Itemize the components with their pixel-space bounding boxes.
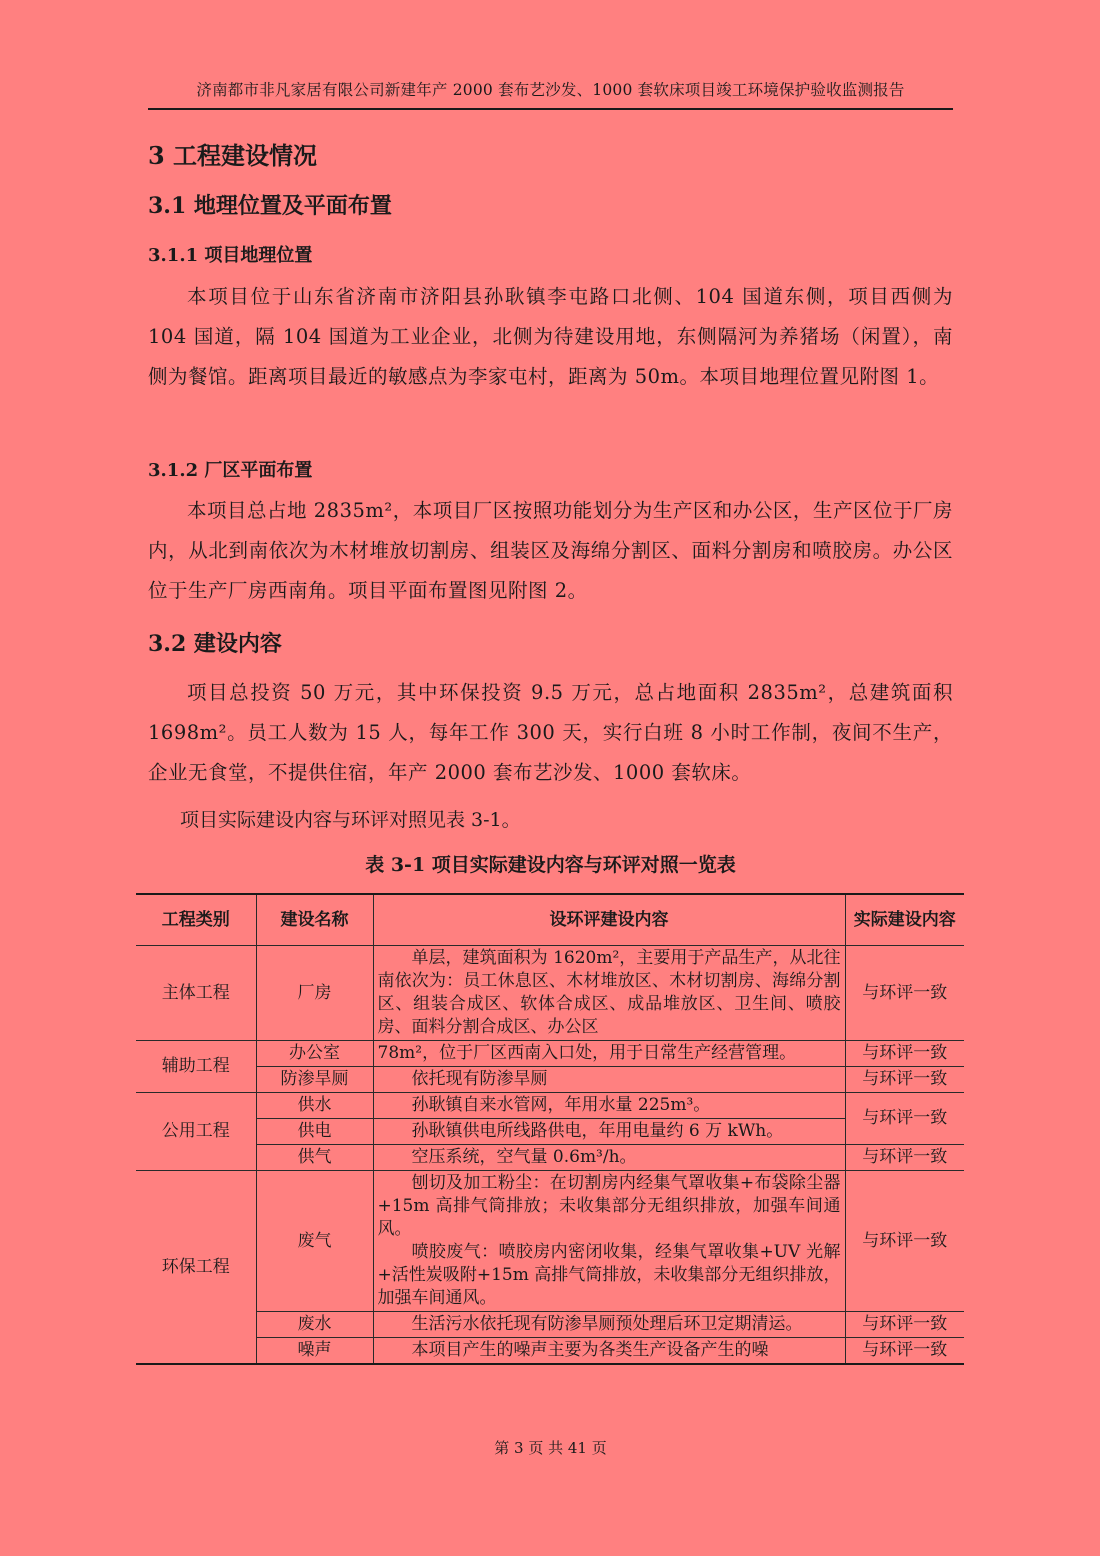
category-cell: 公用工程: [136, 1093, 256, 1171]
actual-cell: 与环评一致: [845, 1145, 964, 1171]
table-title: 表 3-1 项目实际建设内容与环评对照一览表: [365, 854, 736, 876]
page-header: 济南都市非凡家居有限公司新建年产 2000 套布艺沙发、1000 套软床项目竣工环境保护验收监测报告: [148, 78, 953, 110]
name-cell: 防渗旱厕: [256, 1067, 373, 1093]
comparison-table: [136, 893, 964, 1365]
table-row: [136, 1338, 964, 1365]
table-row: [136, 946, 964, 1041]
actual-cell: 与环评一致: [845, 1067, 964, 1093]
name-cell: 供电: [256, 1119, 373, 1145]
table-row: [136, 1145, 964, 1171]
name-cell: 供水: [256, 1093, 373, 1119]
table-row: [136, 1041, 964, 1067]
content-cell: 78m²，位于厂区西南入口处，用于日常生产经营管理。: [373, 1041, 845, 1067]
header-category: 工程类别: [136, 894, 256, 946]
category-cell: 辅助工程: [136, 1041, 256, 1093]
table-row: [136, 1119, 964, 1145]
content-paragraph: 项目总投资 50 万元，其中环保投资 9.5 万元，总占地面积 2835m²，总建筑面积 1698m²。员工人数为 15 人，每年工作 300 天，实行白班 8 小时工作制，夜间不生产，企业无食堂，不提供住宿，年产 2000 套布艺沙发、1000 套软床。: [148, 681, 953, 784]
name-cell: 厂房: [256, 946, 373, 1041]
content-cell-glue: 喷胶废气：喷胶房内密闭收集，经集气罩收集+UV 光解+活性炭吸附+15m 高排气筒排放，未收集部分无组织排放，加强车间通风。: [377, 1242, 841, 1308]
content-cell: 孙耿镇自来水管网，年用水量 225m³。: [373, 1093, 845, 1119]
actual-cell: 与环评一致: [845, 1093, 964, 1145]
name-cell: 噪声: [256, 1338, 373, 1365]
actual-cell: 与环评一致: [845, 1312, 964, 1338]
table-reference-paragraph: 项目实际建设内容与环评对照见表 3-1。: [180, 809, 521, 831]
page-number: 第 3 页 共 41 页: [494, 1439, 607, 1457]
section-3-1-heading: 3.1 地理位置及平面布置: [148, 193, 392, 219]
table-header-row: [136, 894, 964, 946]
category-cell: 环保工程: [136, 1171, 256, 1365]
layout-paragraph: 本项目总占地 2835m²，本项目厂区按照功能划分为生产区和办公区，生产区位于厂房内，从北到南依次为木材堆放切割房、组装区及海绵分割区、面料分割房和喷胶房。办公区位于生产厂房西南角。项目平面布置图见附图 2。: [148, 499, 953, 602]
section-3-1-1-heading: 3.1.1 项目地理位置: [148, 245, 313, 266]
header-eia-content: 设环评建设内容: [373, 894, 845, 946]
content-cell: 生活污水依托现有防渗旱厕预处理后环卫定期清运。: [373, 1312, 845, 1338]
actual-cell: 与环评一致: [845, 1338, 964, 1365]
actual-cell: 与环评一致: [845, 1041, 964, 1067]
section-3-2-heading: 3.2 建设内容: [148, 631, 282, 657]
section-3-heading: 3 工程建设情况: [148, 141, 318, 170]
table-row: [136, 1171, 964, 1312]
name-cell: 废水: [256, 1312, 373, 1338]
actual-cell: 与环评一致: [845, 946, 964, 1041]
content-cell: 孙耿镇供电所线路供电，年用电量约 6 万 kWh。: [373, 1119, 845, 1145]
content-cell: 本项目产生的噪声主要为各类生产设备产生的噪: [373, 1338, 845, 1365]
content-cell: [373, 1171, 845, 1312]
location-paragraph: 本项目位于山东省济南市济阳县孙耿镇李屯路口北侧、104 国道东侧，项目西侧为 104 国道，隔 104 国道为工业企业，北侧为待建设用地，东侧隔河为养猪场（闲置），南侧为餐馆。距离项目最近的敏感点为李家屯村，距离为 50m。本项目地理位置见附图 1。: [148, 285, 953, 388]
actual-cell: 与环评一致: [845, 1171, 964, 1312]
header-name: 建设名称: [256, 894, 373, 946]
table-row: [136, 1312, 964, 1338]
category-cell: 主体工程: [136, 946, 256, 1041]
header-actual-content: 实际建设内容: [845, 894, 964, 946]
content-cell: 依托现有防渗旱厕: [373, 1067, 845, 1093]
section-3-1-2-heading: 3.1.2 厂区平面布置: [148, 460, 313, 481]
table-row: [136, 1093, 964, 1119]
name-cell: 废气: [256, 1171, 373, 1312]
content-cell: 单层，建筑面积为 1620m²，主要用于产品生产，从北往南依次为：员工休息区、木材堆放区、木材切割房、海绵分割区、组装合成区、软体合成区、成品堆放区、卫生间、喷胶房、面料分割合成区、办公区: [373, 946, 845, 1041]
table-row: [136, 1067, 964, 1093]
content-cell: 空压系统，空气量 0.6m³/h。: [373, 1145, 845, 1171]
name-cell: 供气: [256, 1145, 373, 1171]
content-cell-dust: 刨切及加工粉尘：在切割房内经集气罩收集+布袋除尘器+15m 高排气筒排放；未收集部分无组织排放，加强车间通风。: [377, 1173, 841, 1239]
name-cell: 办公室: [256, 1041, 373, 1067]
